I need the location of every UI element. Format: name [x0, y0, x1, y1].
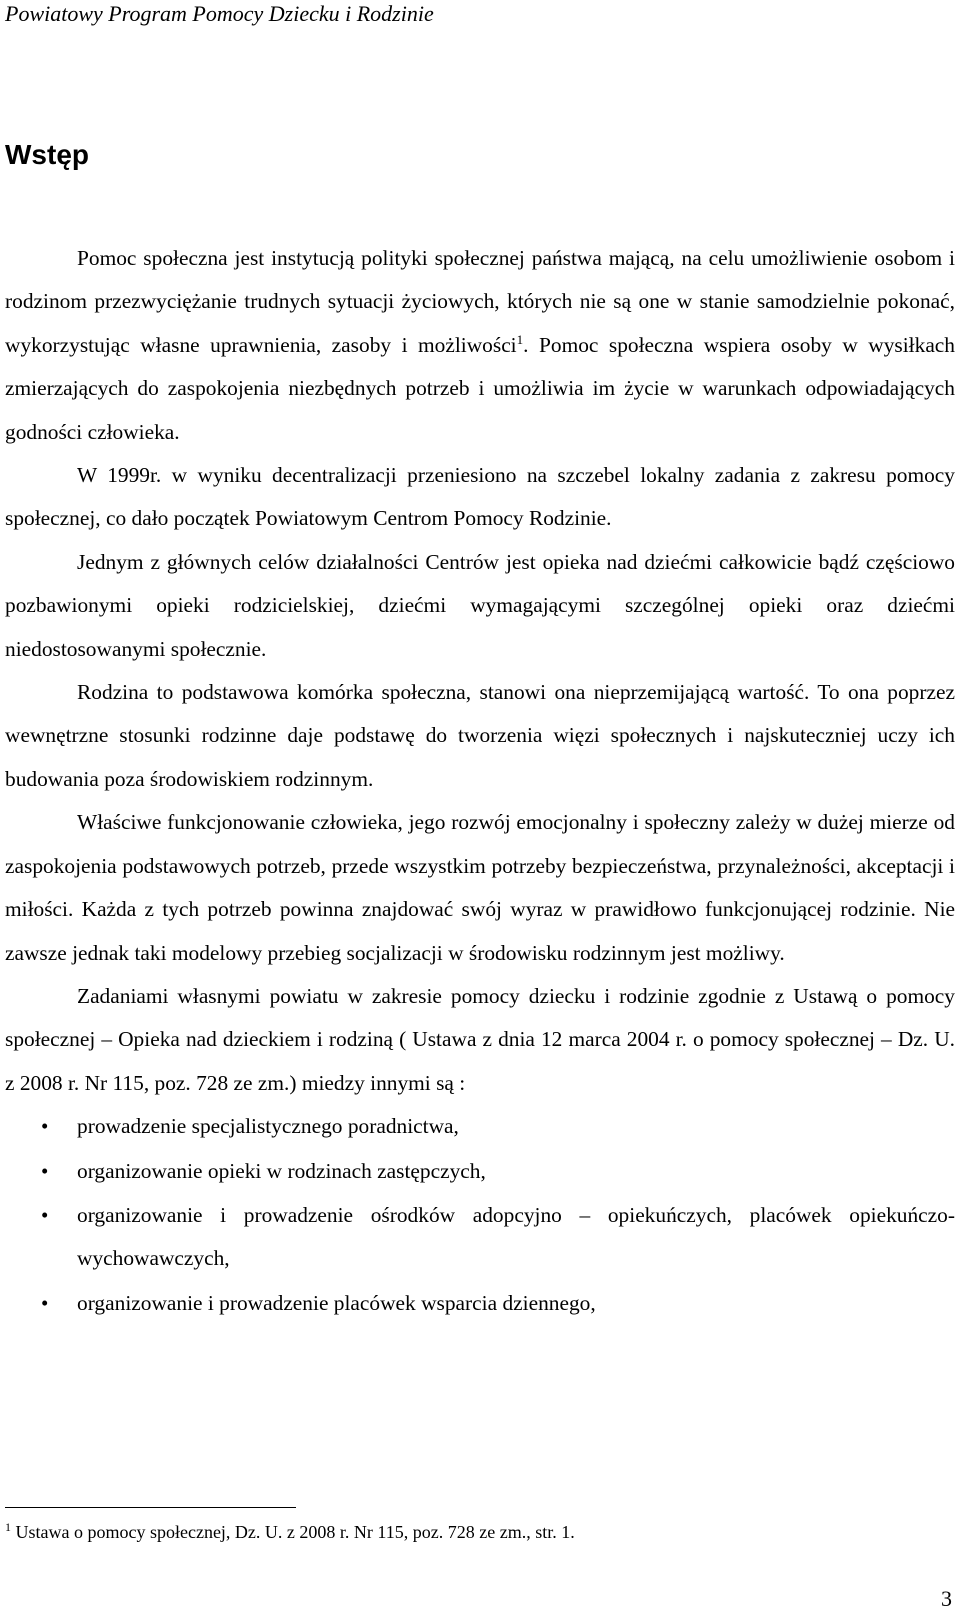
footnote-text: Ustawa o pomocy społecznej, Dz. U. z 2008 r. Nr 115, poz. 728 ze zm., str. 1. — [11, 1522, 575, 1542]
footnote — [5, 1520, 575, 1544]
list-item-text: organizowanie i prowadzenie placówek wsparcia dziennego, — [77, 1290, 596, 1315]
footnote-reference[interactable]: 1 — [516, 331, 524, 347]
list-item-text: prowadzenie specjalistycznego poradnictwa, — [77, 1114, 459, 1139]
paragraph-1-part-a: Pomoc społeczna jest instytucją polityki społecznej państwa mającą, na celu umożliwienie osobom i rodzinom przezwyciężanie trudnych sytuacji życiowych, których nie są one w stanie samodzielnie pokonać, wykorzystując własne uprawnienia, zasoby i możliwości — [5, 246, 955, 357]
list-item-text: organizowanie i prowadzenie ośrodków adopcyjno – opiekuńczych, placówek opiekuńczo-wychowawczych, — [77, 1202, 955, 1271]
bullet-icon: • — [41, 1290, 49, 1315]
paragraph-2: W 1999r. w wyniku decentralizacji przeniesiono na szczebel lokalny zadania z zakresu pomocy społecznej, co dało początek Powiatowym Centrom Pomocy Rodzinie. — [5, 463, 955, 531]
footnote-marker: 1 — [5, 1520, 11, 1534]
page-number: 3 — [941, 1586, 952, 1611]
list-item — [5, 1150, 955, 1193]
paragraph-5: Właściwe funkcjonowanie człowieka, jego rozwój emocjonalny i społeczny zależy w dużej mierze od zaspokojenia podstawowych potrzeb, przede wszystkim potrzeby bezpieczeństwa, przynależności, akceptacji i miłości. Każda z tych potrzeb powinna znajdować swój wyraz w prawidłowo funkcjonującej rodzinie. Nie zawsze jednak taki modelowy przebieg socjalizacji w środowisku rodzinnym jest możliwy. — [5, 810, 955, 965]
body-text — [5, 237, 955, 1326]
footnote-separator — [5, 1507, 296, 1508]
task-list — [5, 1105, 955, 1325]
paragraph-6: Zadaniami własnymi powiatu w zakresie pomocy dziecku i rodzinie zgodnie z Ustawą o pomocy społecznej – Opieka nad dzieckiem i rodziną ( Ustawa z dnia 12 marca 2004 r. o pomocy społecznej – Dz. U. z 2008 r. Nr 115, poz. 728 ze zm.) miedzy innymi są : — [5, 983, 955, 1095]
list-item — [5, 1194, 955, 1281]
list-item — [5, 1105, 955, 1148]
list-item-text: organizowanie opieki w rodzinach zastępczych, — [77, 1158, 486, 1183]
paragraph-1 — [5, 237, 955, 454]
running-header: Powiatowy Program Pomocy Dziecku i Rodzinie — [5, 1, 434, 26]
bullet-icon: • — [41, 1114, 49, 1139]
section-heading: Wstęp — [5, 139, 89, 170]
bullet-icon: • — [41, 1158, 49, 1183]
bullet-icon: • — [41, 1202, 49, 1227]
list-item — [5, 1282, 955, 1325]
paragraph-1-part-b: . Pomoc społeczna wspiera osoby w wysiłkach zmierzających do zaspokojenia niezbędnych potrzeb i umożliwia im życie w warunkach odpowiadających godności człowieka. — [5, 332, 956, 444]
paragraph-4: Rodzina to podstawowa komórka społeczna, stanowi ona nieprzemijającą wartość. To ona poprzez wewnętrzne stosunki rodzinne daje podstawę do tworzenia więzi społecznych i najskuteczniej uczy ich budowania poza środowiskiem rodzinnym. — [5, 680, 955, 791]
paragraph-3: Jednym z głównych celów działalności Centrów jest opieka nad dziećmi całkowicie bądź częściowo pozbawionymi opieki rodzicielskiej, dziećmi wymagającymi szczególnej opieki oraz dziećmi niedostosowanymi społecznie. — [5, 549, 955, 661]
